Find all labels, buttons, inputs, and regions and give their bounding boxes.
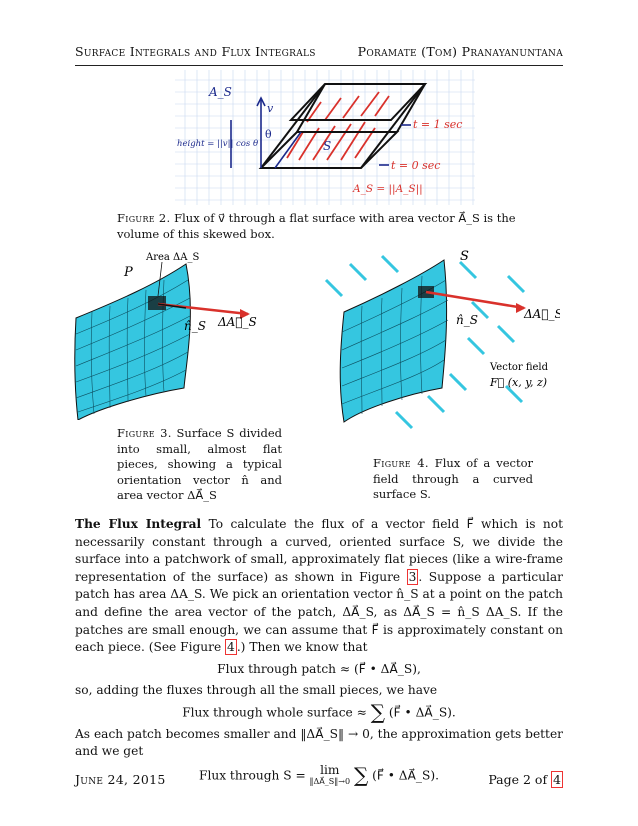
label-delta-a: ΔA⃗_S [218,315,257,329]
footer-date: June 24, 2015 [75,772,166,787]
header-title: Surface Integrals and Flux Integrals [75,44,316,59]
header-author: Poramate (Tom) Pranayanuntana [357,44,563,59]
eq3-left: Flux through S = [198,768,306,783]
figure-2 [175,70,475,205]
p1-part-c: .) Then we know that [236,640,368,655]
header-rule [75,65,563,66]
figure-3-caption-label: Figure 3. [117,426,172,440]
label-s: S [323,139,332,153]
label-vector-field: Vector field [490,362,549,373]
figure-3-caption [117,426,282,504]
figure-3 [70,244,270,420]
section-heading: The Flux Integral [75,517,202,531]
label-n: n̂_S [184,319,206,333]
label-v: v [267,102,274,115]
label-n: n̂_S [456,313,478,327]
label-p: P [124,265,133,280]
label-theta: θ [265,128,272,141]
eq2-right: (F⃗ • ΔA⃗_S). [388,705,456,720]
p1-part-b: . Suppose a particular patch has area ΔA_S. We pick an orientation vector n̂_S at a point on the patch and define the area vector of the patch, ΔA⃗_S, as ΔA⃗_S = n̂_S ΔA_S. If the patches are small enough, we can assume that F⃗ is approximately constant on each piece. (See Figure [75,569,563,655]
label-area: A_S = ||A_S|| [353,183,423,195]
label-as: A_S [209,85,232,99]
eq3-right: (F⃗ • ΔA⃗_S). [372,768,440,783]
p1-part-a: To calculate the flux of a vector field F⃗ which is not necessarily constant through a curved, oriented surface S, we divide the surface into a patchwork of small, approximately flat pieces (like a wire-frame representation of the surface) as shown in Figure [75,517,564,584]
page-footer [75,772,563,790]
footer-page-number [488,772,563,787]
figure-2-caption [117,211,527,242]
label-area-delta: Area ΔA_S [146,252,200,263]
figure-4 [320,246,560,436]
page-header [75,44,563,62]
patch-delta-a [148,296,166,310]
paragraph-flux-integral [75,516,563,657]
body-text [75,516,563,791]
paragraph-limit: As each patch becomes smaller and ‖ΔA⃗_S‖ → 0, the approximation gets better and we get [75,726,563,759]
label-s: S [460,249,469,264]
label-f: F⃗ (x, y, z) [490,376,548,389]
last-page-link[interactable]: 4 [553,772,561,787]
equation-flux-patch: Flux through patch ≈ (F⃗ • ΔA⃗_S), [217,661,421,676]
figure-2-caption-label: Figure 2. [117,211,171,225]
label-height: height = ||v|| cos θ [177,139,259,149]
figure-4-caption [373,456,533,503]
equation-flux-whole [75,699,563,724]
figure-4-link[interactable]: 4 [227,640,235,655]
figure-3-link[interactable]: 3 [408,569,417,584]
limit-subscript: ‖ΔA⃗_S‖→0 [309,777,351,787]
limit-word: lim [320,763,340,778]
figure-3-caption-text: Surface S divided into small, almost flat pieces, showing a typical orientation vector n̂ and area vector ΔA⃗_S [117,426,283,502]
figure-3-drawing [70,244,270,420]
figure-4-caption-label: Figure 4. [373,456,429,470]
curved-surface-s [75,264,191,420]
eq2-left: Flux through whole surface ≈ [182,705,367,720]
figure-4-drawing [320,246,560,436]
sum-symbol: ∑ [370,699,386,724]
label-delta-a: ΔA⃗_S [524,307,560,321]
paragraph-adding: so, adding the fluxes through all the small pieces, we have [75,683,438,698]
figure-2-caption-text: Flux of v⃗ through a flat surface with area vector A⃗_S is the volume of this skewed box. [117,211,516,241]
figure-4-caption-text: Flux of a vector field through a curved surface S. [373,456,534,501]
sum-symbol: ∑ [353,763,369,788]
figure-2-drawing [175,70,475,205]
footer-page-prefix: Page 2 of [488,772,552,787]
label-t1: t = 1 sec [413,118,463,131]
label-t0: t = 0 sec [391,159,441,172]
